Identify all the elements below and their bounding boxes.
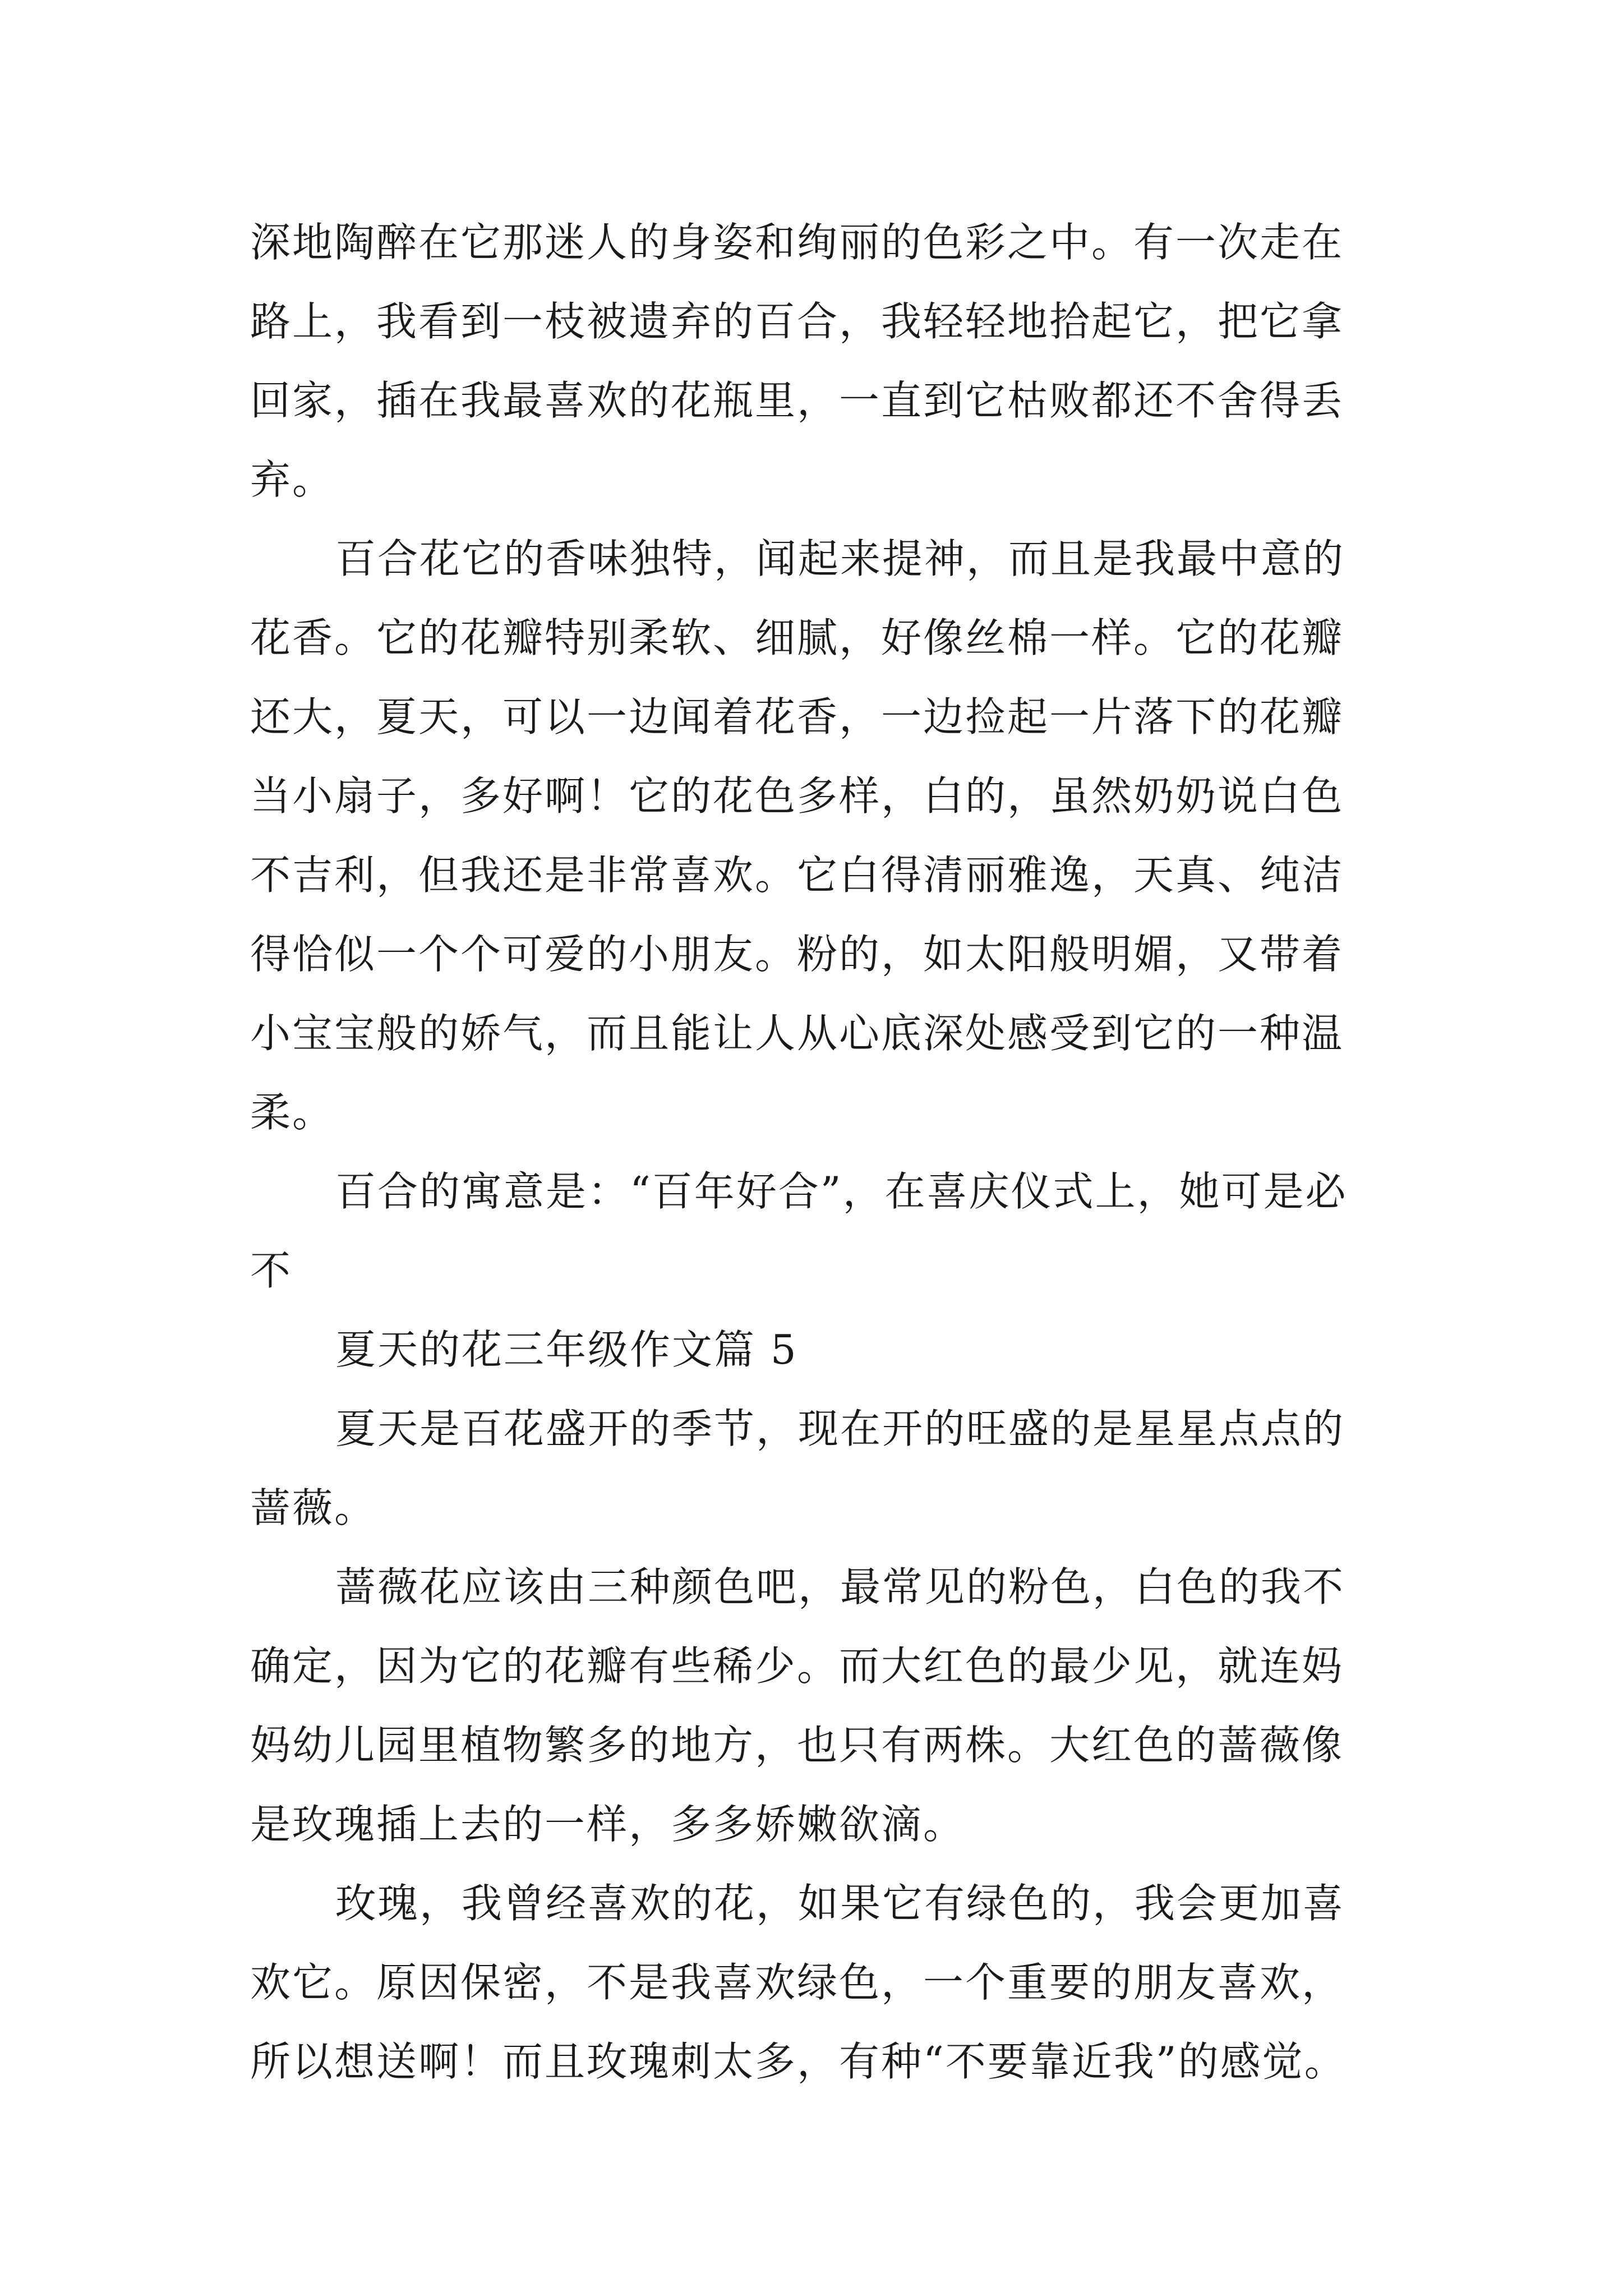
text-line: 确定，因为它的花瓣有些稀少。而大红色的最少见，就连妈 bbox=[250, 1642, 1344, 1690]
text-line: 深地陶醉在它那迷人的身姿和绚丽的色彩之中。有一次走在 bbox=[250, 219, 1344, 266]
section-heading bbox=[250, 1310, 1389, 1389]
text-line: 得恰似一个个可爱的小朋友。粉的，如太阳般明媚，又带着 bbox=[250, 931, 1344, 978]
text-line: 蔷薇。 bbox=[250, 1484, 377, 1531]
text-line: 不吉利，但我还是非常喜欢。它白得清丽雅逸，天真、纯洁 bbox=[250, 852, 1344, 899]
text-line: 回家，插在我最喜欢的花瓶里，一直到它枯败都还不舍得丢 bbox=[250, 377, 1344, 424]
paragraph-2 bbox=[250, 519, 1389, 1152]
text-line: 所以想送啊！而且玫瑰刺太多，有种“不要靠近我”的感觉。 bbox=[250, 2038, 1347, 2085]
text-line: 夏天是百花盛开的季节，现在开的旺盛的是星星点点的 bbox=[335, 1405, 1345, 1452]
text-line: 夏天的花三年级作文篇 5 bbox=[335, 1326, 798, 1373]
paragraph-3 bbox=[250, 1152, 1389, 1310]
text-line: 当小扇子，多好啊！它的花色多样，白的，虽然奶奶说白色 bbox=[250, 772, 1344, 820]
text-line: 玫瑰，我曾经喜欢的花，如果它有绿色的，我会更加喜 bbox=[335, 1880, 1345, 1927]
text-line: 欢它。原因保密，不是我喜欢绿色，一个重要的朋友喜欢， bbox=[250, 1959, 1344, 2006]
text-line: 柔。 bbox=[250, 1089, 335, 1136]
paragraph-6 bbox=[250, 1548, 1389, 1864]
text-line: 不 bbox=[250, 1247, 293, 1294]
paragraph-7 bbox=[250, 1864, 1389, 2101]
text-line: 弃。 bbox=[250, 456, 335, 503]
document-body bbox=[250, 203, 1389, 2101]
text-line: 妈幼儿园里植物繁多的地方，也只有两株。大红色的蔷薇像 bbox=[250, 1722, 1344, 1769]
text-line: 小宝宝般的娇气，而且能让人从心底深处感受到它的一种温 bbox=[250, 1010, 1344, 1057]
text-line: 蔷薇花应该由三种颜色吧，最常见的粉色，白色的我不 bbox=[335, 1563, 1345, 1611]
text-line: 百合的寓意是：“百年好合”，在喜庆仪式上，她可是必 bbox=[335, 1168, 1348, 1215]
text-line: 百合花它的香味独特，闻起来提神，而且是我最中意的 bbox=[335, 535, 1345, 582]
paragraph-1 bbox=[250, 203, 1389, 519]
text-line: 路上，我看到一枝被遗弃的百合，我轻轻地拾起它，把它拿 bbox=[250, 298, 1344, 345]
text-line: 是玫瑰插上去的一样，多多娇嫩欲滴。 bbox=[250, 1801, 966, 1848]
paragraph-5 bbox=[250, 1389, 1389, 1548]
text-line: 还大，夏天，可以一边闻着花香，一边捡起一片落下的花瓣 bbox=[250, 693, 1344, 740]
text-line: 花香。它的花瓣特别柔软、细腻，好像丝棉一样。它的花瓣 bbox=[250, 614, 1344, 661]
